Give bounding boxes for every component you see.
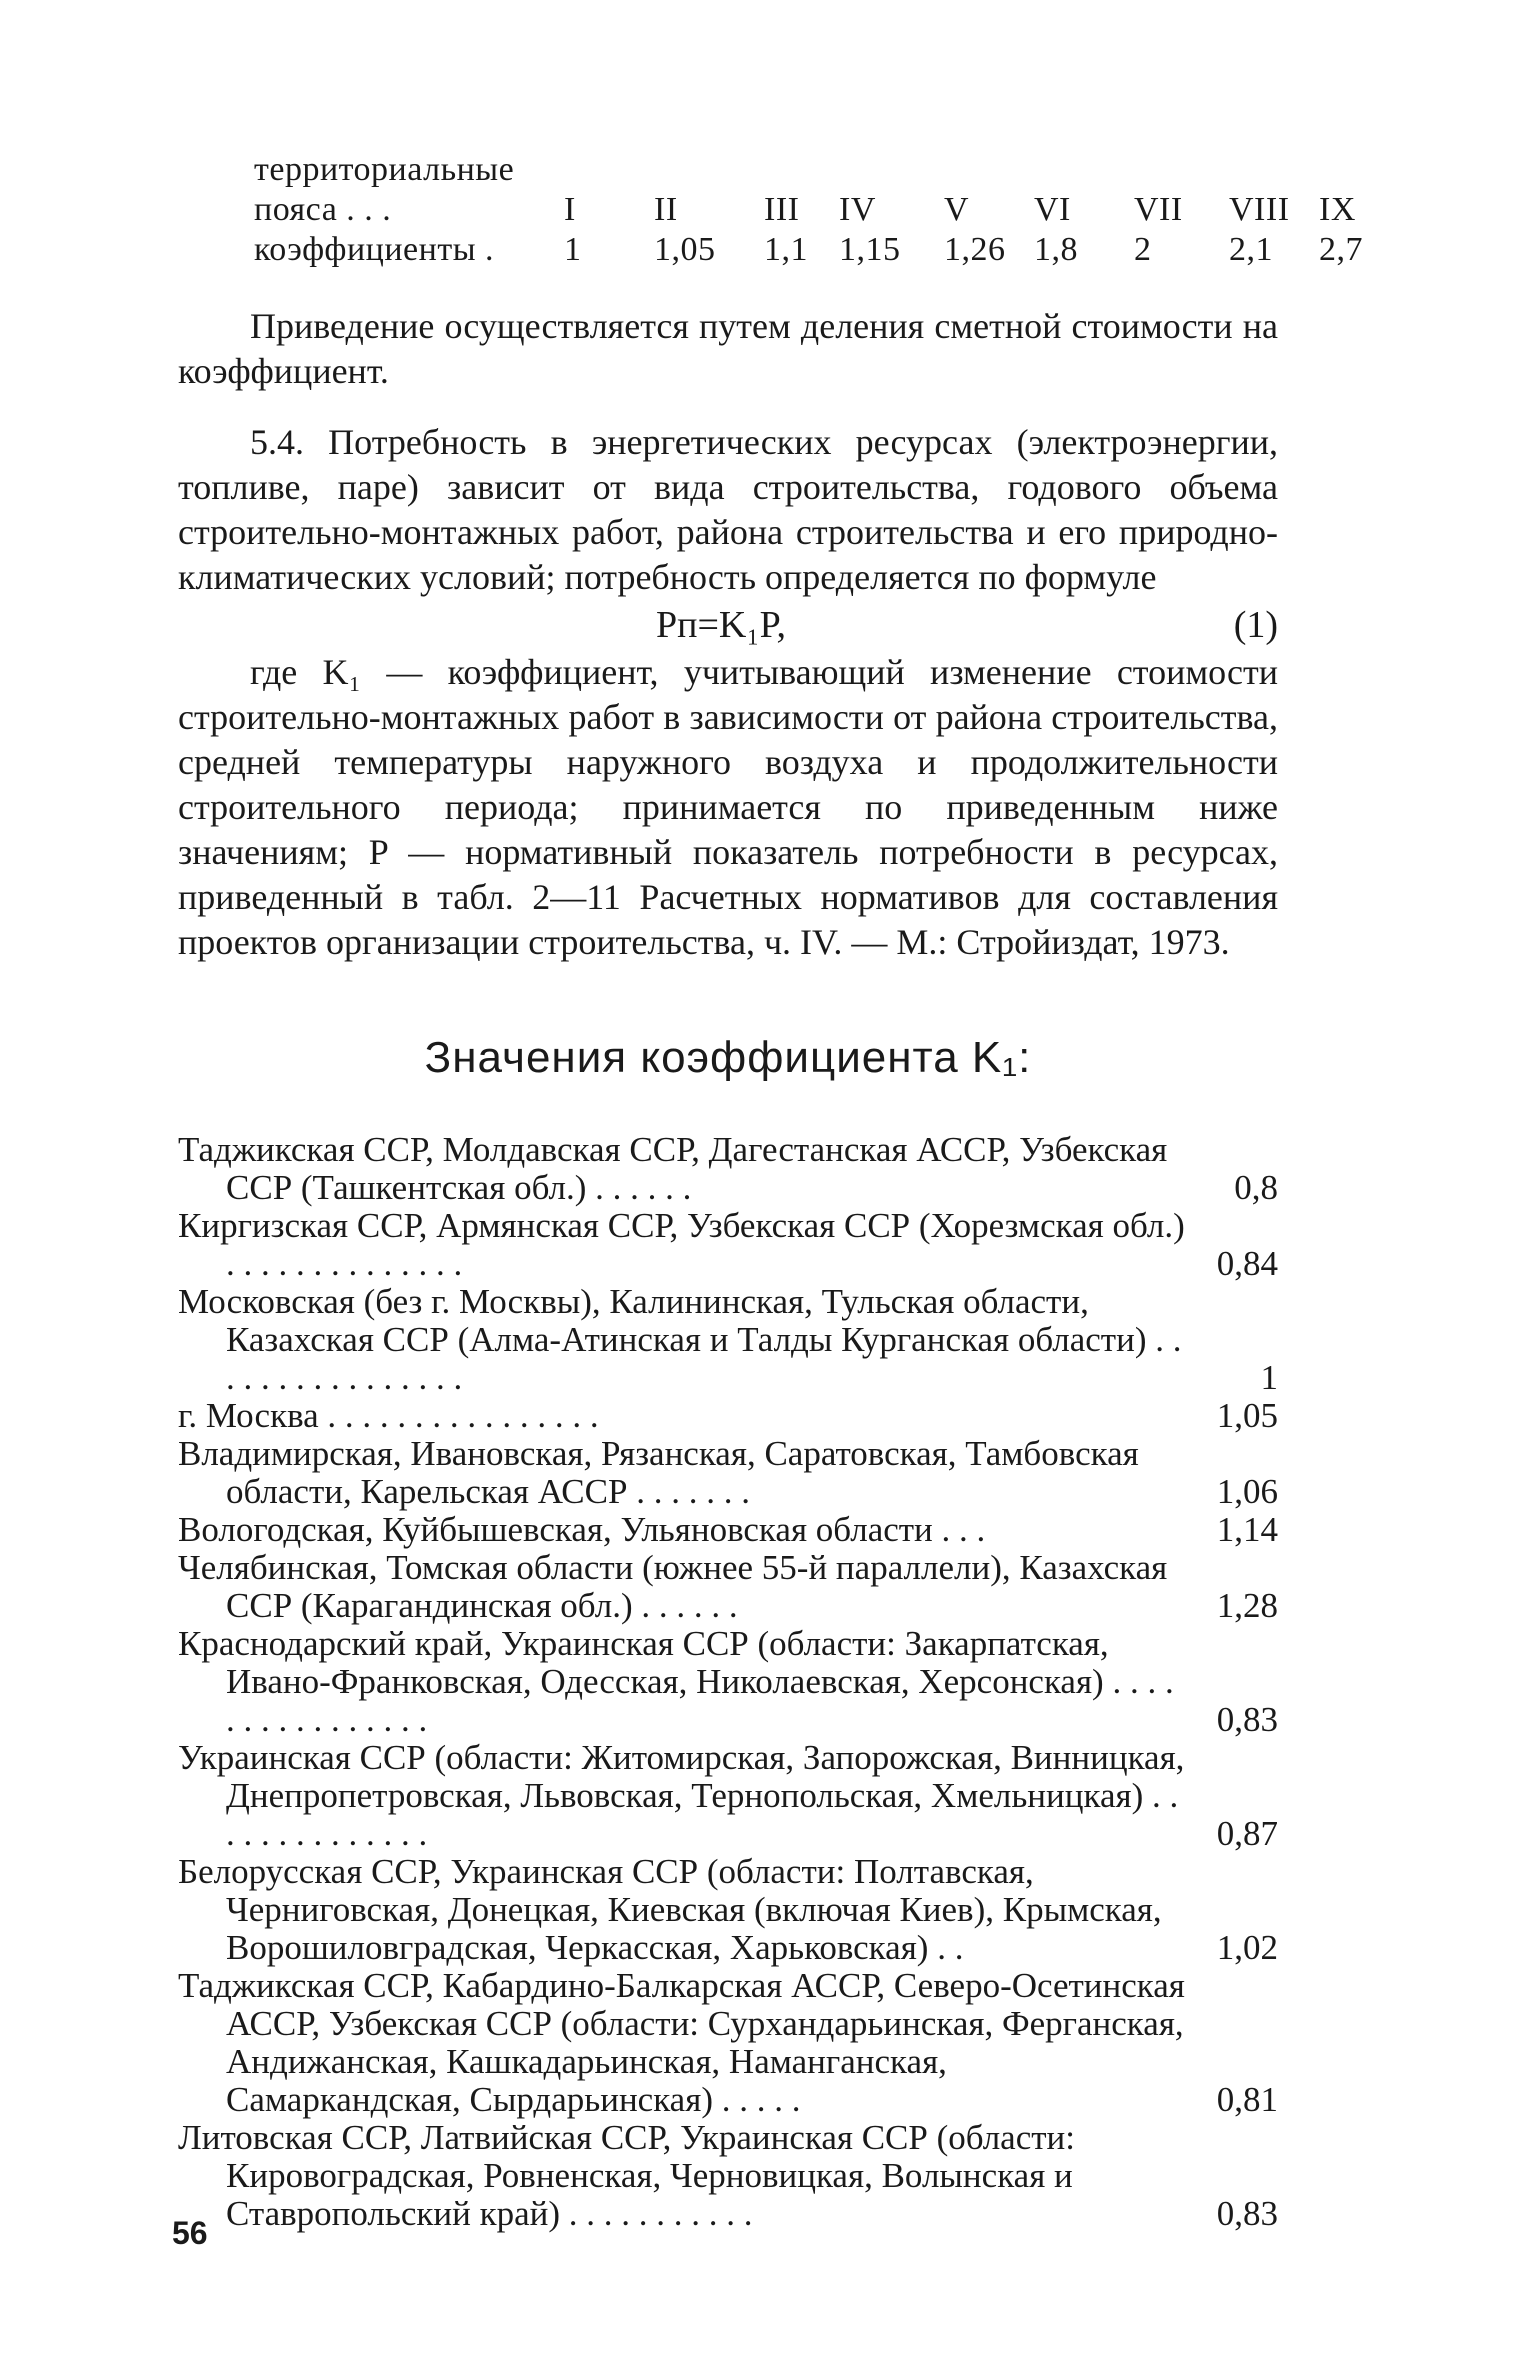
territorial-zones-table (254, 150, 1363, 270)
list-item-value: 1,05 (1216, 1396, 1278, 1435)
coefficient-cell: 1 (564, 231, 582, 268)
list-item (178, 1549, 1278, 1625)
list-item-value: 0,83 (1216, 1700, 1278, 1739)
page-content (178, 150, 1363, 2233)
zone-cell: II (654, 191, 678, 228)
list-item (178, 1625, 1278, 1739)
list-item-text: Владимирская, Ивановская, Рязанская, Саратовская, Тамбовская области, Карельская АССР . . . . . . . (178, 1434, 1139, 1511)
list-item-value: 0,81 (1216, 2080, 1278, 2119)
list-item-text: Краснодарский край, Украинская ССР (области: Закарпатская, Ивано-Франковская, Одесская, Николаевская, Херсонская) . . . . . . . . . . . . . . . . (178, 1624, 1174, 1739)
zone-cell: VII (1134, 191, 1183, 228)
list-item-value: 1,02 (1216, 1928, 1278, 1967)
list-item-value: 0,8 (1234, 1168, 1278, 1207)
list-item (178, 1207, 1278, 1283)
zones-row-label: пояса . . . (254, 191, 392, 228)
list-item-value: 1,06 (1216, 1472, 1278, 1511)
coefficient-cell: 2 (1134, 231, 1152, 268)
zone-cell: IV (839, 191, 876, 228)
coefficient-cell: 1,8 (1034, 231, 1078, 268)
coefficient-list (178, 1131, 1278, 2233)
zones-row (254, 190, 1356, 230)
list-item-text: Таджикская ССР, Молдавская ССР, Дагестанская АССР, Узбекская ССР (Ташкентская обл.) . . . . . . (178, 1130, 1168, 1207)
formula-block (178, 600, 1278, 650)
zone-cell: V (944, 191, 970, 228)
coefficient-cell: 1,1 (764, 231, 808, 268)
formula-number: (1) (1233, 604, 1278, 646)
list-item (178, 1967, 1278, 2119)
list-item-text: Украинская ССР (области: Житомирская, Запорожская, Винницкая, Днепропетровская, Львовская, Тернопольская, Хмельницкая) . . . . . . . . . . . . . . (178, 1738, 1185, 1853)
list-item-text: Таджикская ССР, Кабардино-Балкарская АССР, Северо-Осетинская АССР, Узбекская ССР (области: Сурхандарьинская, Ферганская, Андижанская, Кашкадарьинская, Наманганская, Самаркандская, Сырдарьинская) . . . . . (178, 1966, 1185, 2119)
zones-title-row (254, 150, 1278, 190)
list-item-text: Челябинская, Томская области (южнее 55-й параллели), Казахская ССР (Карагандинская обл.) . . . . . . (178, 1548, 1168, 1625)
list-item-value: 1,28 (1216, 1586, 1278, 1625)
list-item-value: 0,84 (1216, 1244, 1278, 1283)
list-item-value: 1 (1260, 1358, 1278, 1397)
coefficients-row-label: коэффициенты . (254, 231, 495, 268)
coefficient-cell: 2,7 (1319, 231, 1363, 268)
zone-cell: VI (1034, 191, 1071, 228)
list-item (178, 1131, 1278, 1207)
list-item (178, 2119, 1278, 2233)
zone-cell: IX (1319, 191, 1356, 228)
zones-title: территориальные (254, 151, 515, 188)
paragraph-5-4: 5.4. Потребность в энергетических ресурсах (электроэнергии, топливе, паре) зависит от вида строительства, годового объема строительно-монтажных работ, района строительства и его природно-климатических условий; потребность определяется по формуле (178, 422, 1278, 597)
list-item (178, 1435, 1278, 1511)
list-item-value: 0,83 (1216, 2194, 1278, 2233)
section-heading: Значения коэффициента K₁: (424, 1033, 1032, 1082)
paragraph-reduction: Приведение осуществляется путем деления сметной стоимости на коэффициент. (178, 306, 1278, 391)
list-item-value: 0,87 (1216, 1814, 1278, 1853)
list-item-text: Московская (без г. Москвы), Калининская, Тульская области, Казахская ССР (Алма-Атинская и Талды Курганская области) . . . . . . . . . . . . . . . . (178, 1282, 1182, 1397)
paragraph-where: где K₁ — коэффициент, учитывающий изменение стоимости строительно-монтажных работ в зависимости от района строительства, средней температуры наружного воздуха и продолжительности строительного периода; принимается по приведенным ниже значениям; P — нормативный показатель потребности в ресурсах, приведенный в табл. 2—11 Расчетных нормативов для составления проектов организации строительства, ч. IV. — М.: Стройиздат, 1973. (178, 652, 1278, 962)
list-item-text: Киргизская ССР, Армянская ССР, Узбекская ССР (Хорезмская обл.) . . . . . . . . . . . . . . (178, 1206, 1185, 1283)
coefficient-cell: 1,15 (839, 231, 901, 268)
zone-cell: VIII (1229, 191, 1290, 228)
list-item-text: Белорусская ССР, Украинская ССР (области: Полтавская, Черниговская, Донецкая, Киевская (включая Киев), Крымская, Ворошиловградская, Черкасская, Харьковская) . . (178, 1852, 1162, 1967)
coefficients-row (254, 230, 1363, 270)
page-number: 56 (172, 2215, 208, 2251)
list-item-value: 1,14 (1216, 1510, 1278, 1549)
coefficient-cell: 2,1 (1229, 231, 1273, 268)
list-item (178, 1397, 1278, 1435)
zone-cell: III (764, 191, 800, 228)
formula: Pп=K₁P, (656, 604, 787, 646)
coefficient-cell: 1,26 (944, 231, 1006, 268)
coefficient-cell: 1,05 (654, 231, 716, 268)
list-item-text: Литовская ССР, Латвийская ССР, Украинская ССР (области: Кировоградская, Ровненская, Черновицкая, Волынская и Ставропольский край) . . . . . . . . . . . (178, 2118, 1075, 2233)
list-item-text: Вологодская, Куйбышевская, Ульяновская области . . . (178, 1510, 986, 1549)
list-item (178, 1283, 1278, 1397)
zone-cell: I (564, 191, 576, 228)
list-item-text: г. Москва . . . . . . . . . . . . . . . . (178, 1396, 599, 1435)
list-item (178, 1853, 1278, 1967)
list-item (178, 1511, 1278, 1549)
list-item (178, 1739, 1278, 1853)
